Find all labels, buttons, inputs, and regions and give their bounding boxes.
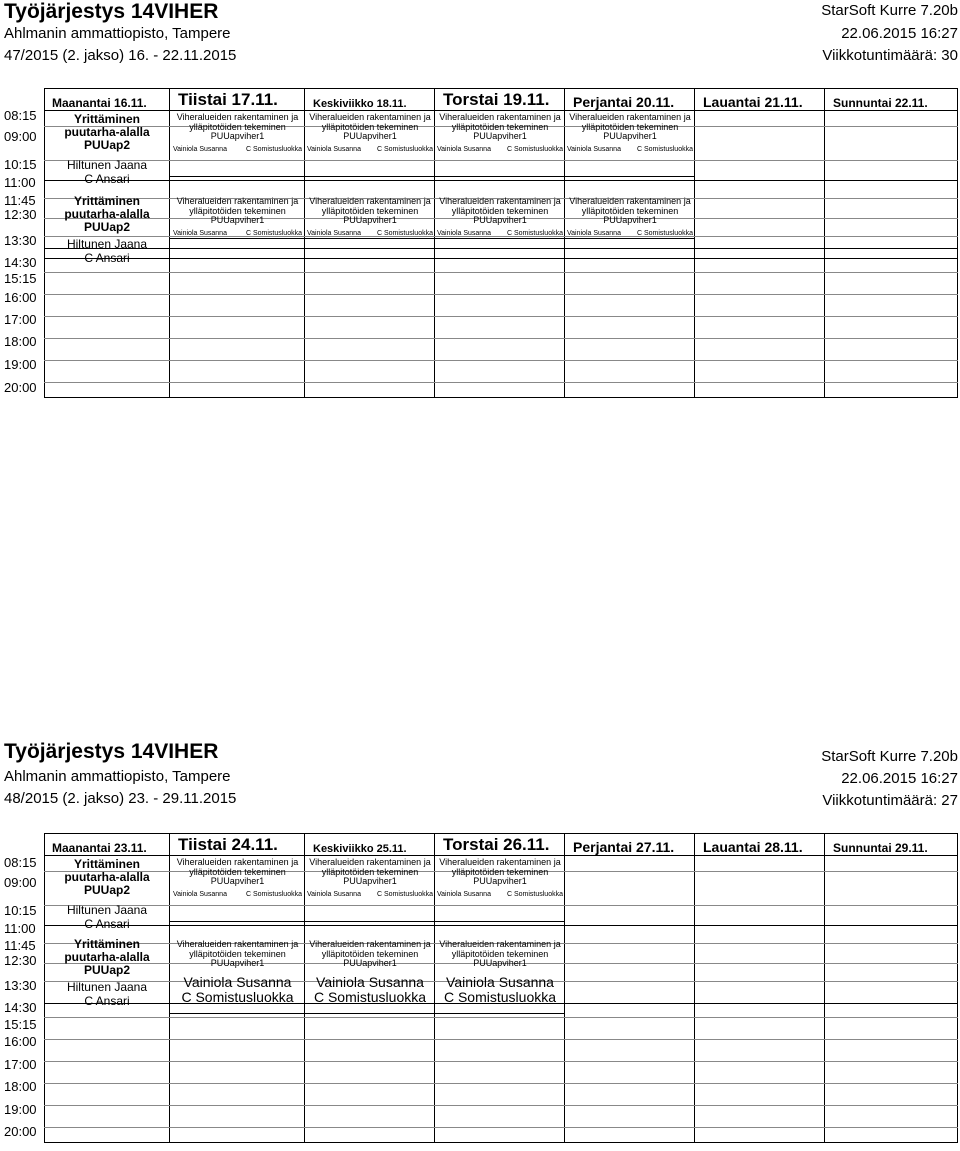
week-grid — [0, 833, 960, 1143]
schedule-title: Työjärjestys 14VIHER — [4, 740, 219, 763]
day-header-tuesday: Tiistai 17.11. — [178, 90, 278, 109]
lesson-name: Viheralueiden rakentaminen ja ylläpitotöiden tekeminen PUUapviher1 — [569, 196, 691, 225]
time-label: 16:00 — [4, 1034, 37, 1049]
time-label: 08:15 — [4, 855, 37, 870]
day-header-monday: Maanantai 23.11. — [52, 841, 147, 855]
time-label: 11:00 — [4, 921, 36, 936]
lesson-name: Viheralueiden rakentaminen ja ylläpitotöiden tekeminen PUUapviher1 — [176, 196, 299, 225]
software-name: StarSoft Kurre 7.20b — [821, 2, 958, 19]
week-header — [0, 740, 960, 820]
lesson-name: Viheralueiden rakentaminen ja ylläpitotöiden tekeminen PUUapviher1 — [439, 196, 561, 225]
time-label: 10:15 — [4, 157, 37, 172]
lesson-name: Viheralueiden rakentaminen ja ylläpitotöiden tekeminen PUUapviher1 — [309, 939, 431, 968]
time-label: 09:00 — [4, 875, 37, 890]
week-grid — [0, 88, 960, 408]
lesson-block[interactable] — [172, 940, 303, 1012]
lesson-room: C Ansari — [84, 917, 130, 931]
timetable-grid — [44, 833, 958, 1143]
lesson-teacher: Vainiola Susanna — [437, 229, 491, 237]
lesson-room: C Somistusluokka — [506, 890, 563, 898]
lesson-room: C Ansari — [84, 172, 130, 186]
lesson-teacher: Vainiola Susanna — [437, 145, 491, 153]
lesson-room: C Somistusluokka — [506, 229, 563, 237]
lesson-room: C Ansari — [84, 994, 130, 1008]
time-label: 18:00 — [4, 1079, 37, 1094]
lesson-block[interactable] — [306, 858, 434, 920]
week-header — [0, 0, 960, 80]
lesson-block[interactable] — [172, 197, 303, 237]
print-timestamp: 22.06.2015 16:27 — [841, 25, 958, 42]
lesson-teacher: Vainiola Susanna — [307, 145, 361, 153]
time-label: 15:15 — [4, 1017, 37, 1032]
day-header-sunday: Sunnuntai 22.11. — [833, 96, 928, 110]
day-header-wednesday: Keskiviikko 18.11. — [313, 98, 407, 110]
lesson-block[interactable] — [306, 197, 434, 237]
lesson-block[interactable] — [306, 113, 434, 175]
time-label: 11:00 — [4, 175, 36, 190]
lesson-room: C Somistusluokka — [376, 229, 433, 237]
lesson-block[interactable] — [436, 197, 564, 237]
time-label: 11:45 — [4, 193, 36, 208]
lesson-block[interactable] — [46, 194, 168, 265]
school-name: Ahlmanin ammattiopisto, Tampere — [4, 25, 231, 42]
lesson-block[interactable] — [46, 112, 168, 186]
time-label: 18:00 — [4, 334, 37, 349]
day-header-saturday: Lauantai 28.11. — [703, 839, 803, 855]
lesson-name: Yrittäminen puutarha-alalla PUUap2 — [64, 857, 150, 897]
time-label: 15:15 — [4, 271, 37, 286]
lesson-block[interactable] — [566, 113, 694, 175]
day-header-thursday: Torstai 19.11. — [443, 90, 550, 109]
lesson-block[interactable] — [436, 858, 564, 920]
lesson-teacher: Hiltunen Jaana — [66, 980, 148, 994]
day-header-thursday: Torstai 26.11. — [443, 835, 550, 854]
lesson-teacher: Vainiola Susanna — [437, 890, 491, 898]
lesson-room: C Somistusluokka — [443, 988, 557, 1005]
period-range: 47/2015 (2. jakso) 16. - 22.11.2015 — [4, 47, 237, 64]
lesson-room: C Somistusluokka — [245, 890, 302, 898]
print-timestamp: 22.06.2015 16:27 — [841, 770, 958, 787]
time-label: 09:00 — [4, 129, 37, 144]
lesson-room: C Somistusluokka — [245, 229, 302, 237]
lesson-block[interactable] — [566, 197, 694, 237]
time-label: 13:30 — [4, 233, 37, 248]
day-header-tuesday: Tiistai 24.11. — [178, 835, 278, 854]
lesson-room: C Somistusluokka — [181, 988, 294, 1005]
day-header-friday: Perjantai 20.11. — [573, 94, 675, 110]
weekly-hours: Viikkotuntimäärä: 27 — [822, 792, 958, 809]
day-header-saturday: Lauantai 21.11. — [703, 94, 803, 110]
time-label: 14:30 — [4, 1000, 37, 1015]
lesson-name: Viheralueiden rakentaminen ja ylläpitotöiden tekeminen PUUapviher1 — [439, 939, 561, 968]
time-label: 08:15 — [4, 108, 37, 123]
lesson-block[interactable] — [436, 113, 564, 175]
lesson-name: Yrittäminen puutarha-alalla PUUap2 — [64, 112, 150, 152]
lesson-name: Viheralueiden rakentaminen ja ylläpitotöiden tekeminen PUUapviher1 — [309, 196, 431, 225]
time-label: 20:00 — [4, 380, 37, 395]
time-label: 14:30 — [4, 255, 37, 270]
lesson-room: C Somistusluokka — [313, 988, 427, 1005]
lesson-room: C Somistusluokka — [376, 145, 433, 153]
software-name: StarSoft Kurre 7.20b — [821, 748, 958, 765]
timetable-grid — [44, 88, 958, 398]
lesson-teacher: Vainiola Susanna — [307, 229, 361, 237]
lesson-name: Viheralueiden rakentaminen ja ylläpitotöiden tekeminen PUUapviher1 — [309, 857, 431, 886]
lesson-teacher: Vainiola Susanna — [567, 145, 621, 153]
weekly-hours: Viikkotuntimäärä: 30 — [822, 47, 958, 64]
time-label: 10:15 — [4, 903, 37, 918]
lesson-name: Viheralueiden rakentaminen ja ylläpitotöiden tekeminen PUUapviher1 — [176, 939, 299, 968]
day-header-monday: Maanantai 16.11. — [52, 96, 147, 110]
lesson-teacher: Vainiola Susanna — [183, 973, 292, 990]
day-header-friday: Perjantai 27.11. — [573, 839, 675, 855]
day-header-wednesday: Keskiviikko 25.11. — [313, 843, 407, 855]
lesson-room: C Somistusluokka — [506, 145, 563, 153]
lesson-name: Viheralueiden rakentaminen ja ylläpitotöiden tekeminen PUUapviher1 — [569, 112, 691, 141]
lesson-block[interactable] — [46, 857, 168, 931]
lesson-block[interactable] — [172, 858, 303, 920]
lesson-name: Viheralueiden rakentaminen ja ylläpitotöiden tekeminen PUUapviher1 — [439, 112, 561, 141]
lesson-teacher: Vainiola Susanna — [316, 973, 424, 990]
time-label: 13:30 — [4, 978, 37, 993]
lesson-name: Viheralueiden rakentaminen ja ylläpitotöiden tekeminen PUUapviher1 — [176, 857, 299, 886]
time-label: 17:00 — [4, 312, 37, 327]
lesson-block[interactable] — [46, 937, 168, 1008]
school-name: Ahlmanin ammattiopisto, Tampere — [4, 768, 231, 785]
lesson-teacher: Hiltunen Jaana — [66, 158, 148, 172]
lesson-name: Yrittäminen puutarha-alalla PUUap2 — [64, 194, 150, 234]
lesson-teacher: Vainiola Susanna — [173, 145, 227, 153]
lesson-teacher: Hiltunen Jaana — [66, 903, 148, 917]
period-range: 48/2015 (2. jakso) 23. - 29.11.2015 — [4, 790, 237, 807]
time-label: 19:00 — [4, 357, 37, 372]
time-label: 16:00 — [4, 290, 37, 305]
lesson-name: Yrittäminen puutarha-alalla PUUap2 — [64, 937, 150, 977]
time-label: 12:30 — [4, 207, 37, 222]
time-label: 11:45 — [4, 938, 36, 953]
time-label: 17:00 — [4, 1057, 37, 1072]
lesson-name: Viheralueiden rakentaminen ja ylläpitotöiden tekeminen PUUapviher1 — [439, 857, 561, 886]
lesson-teacher: Hiltunen Jaana — [66, 237, 148, 251]
lesson-teacher: Vainiola Susanna — [446, 973, 554, 990]
lesson-room: C Somistusluokka — [376, 890, 433, 898]
lesson-block[interactable] — [436, 940, 564, 1012]
lesson-teacher: Vainiola Susanna — [567, 229, 621, 237]
time-label: 19:00 — [4, 1102, 37, 1117]
lesson-room: C Ansari — [84, 251, 130, 265]
lesson-teacher: Vainiola Susanna — [307, 890, 361, 898]
time-label: 12:30 — [4, 953, 37, 968]
lesson-name: Viheralueiden rakentaminen ja ylläpitotöiden tekeminen PUUapviher1 — [309, 112, 431, 141]
lesson-teacher: Vainiola Susanna — [173, 229, 227, 237]
lesson-room: C Somistusluokka — [636, 145, 693, 153]
schedule-title: Työjärjestys 14VIHER — [4, 0, 219, 23]
time-label: 20:00 — [4, 1124, 37, 1139]
day-header-sunday: Sunnuntai 29.11. — [833, 841, 928, 855]
lesson-block[interactable] — [172, 113, 303, 175]
lesson-room: C Somistusluokka — [245, 145, 302, 153]
lesson-block[interactable] — [306, 940, 434, 1012]
lesson-teacher: Vainiola Susanna — [173, 890, 227, 898]
lesson-room: C Somistusluokka — [636, 229, 693, 237]
lesson-name: Viheralueiden rakentaminen ja ylläpitotöiden tekeminen PUUapviher1 — [176, 112, 299, 141]
